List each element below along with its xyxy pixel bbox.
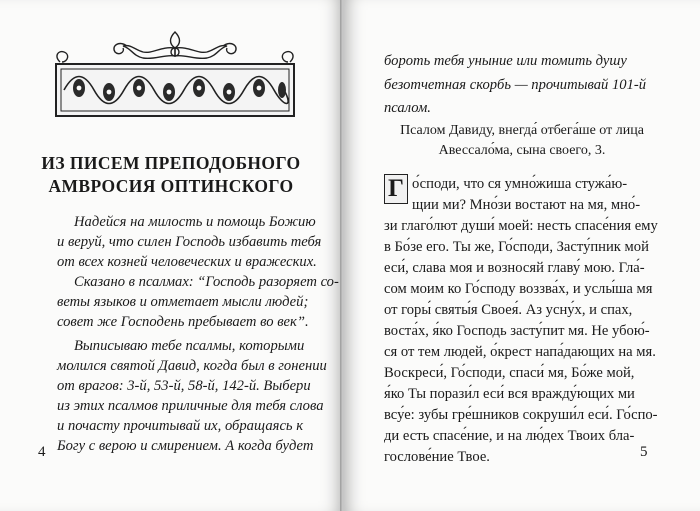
- chapter-heading-line-2: АМВРОСИЯ ОПТИНСКОГО: [48, 176, 294, 196]
- text-line: совет же Господень пребывает во век”.: [57, 314, 309, 330]
- text-line: и веруй, что силен Господь избавить тебя: [57, 234, 322, 250]
- psalm-line: Воскреси́, Го́споди, спаси́ мя, Бо́же мой,: [384, 365, 635, 381]
- ornamental-headpiece: [52, 28, 298, 124]
- psalm-line: гослове́ние Твое.: [384, 449, 490, 465]
- text-line: Сказано в псалмах: “Господь разоряет со-: [74, 274, 339, 290]
- text-line: веты языков и отметает мысли людей;: [57, 294, 309, 310]
- page-number-left: 4: [38, 444, 46, 460]
- psalm-title-line-1: Псалом Давиду, внегда́ отбега́ше от лица: [400, 123, 644, 138]
- psalm-line: сом моим ко Го́споду воззва́х, и услы́ша мя: [384, 281, 653, 297]
- drop-cap-initial: Г: [384, 174, 408, 204]
- psalm-line: от горы́ святы́я Своея́. Аз усну́х, и спах,: [384, 302, 633, 318]
- psalm-line: воста́х, я́ко Господь засту́пит мя. Не убою́-: [384, 323, 650, 339]
- psalm-line: щии ми? Мно́зи востают на мя, мно́-: [412, 197, 641, 213]
- page-number-right: 5: [640, 444, 648, 460]
- psalm-line: зи глаго́лют души́ моей: несть спасе́ния ему: [384, 218, 658, 234]
- psalm-line: ся от тем людей, о́крест напа́дающих на мя.: [384, 344, 656, 360]
- text-line: псалом.: [384, 100, 431, 116]
- text-line: Богу с верою и смирением. А когда будет: [57, 438, 314, 454]
- psalm-line: о́споди, что ся умно́жиша стужа́ю-: [412, 176, 628, 192]
- psalm-title-line-2: Авессало́ма, сына своего, 3.: [438, 143, 606, 158]
- psalm-line: я́ко Ты порази́л еси́ вся вражду́ющих ми: [384, 386, 635, 402]
- psalm-line: в Бо́зе его. Ты же, Го́споди, Засту́пник мой: [384, 239, 649, 255]
- text-line: безотчетная скорбь — прочитывай 101-й: [384, 77, 647, 93]
- text-line: бороть тебя уныние или томить душу: [384, 53, 627, 69]
- text-line: из этих псалмов приличные для тебя слова: [57, 398, 324, 414]
- chapter-heading-line-1: ИЗ ПИСЕМ ПРЕПОДОБНОГО: [41, 153, 301, 173]
- psalm-line: всу́е: зубы гре́шников сокруши́л еси́. Го́спо-: [384, 407, 658, 423]
- text-line: и почасту прочитывай их, обращаясь к: [57, 418, 304, 434]
- text-line: от всех козней человеческих и вражеских.: [57, 254, 317, 270]
- right-page: [344, 0, 700, 511]
- psalm-line: ди есть спасе́ние, и на лю́дех Твоих бла-: [384, 428, 635, 444]
- text-line: Выписываю тебе псалмы, которыми: [74, 338, 305, 354]
- text-line: молился святой Давид, когда был в гонении: [57, 358, 327, 374]
- left-page: [0, 0, 342, 511]
- text-line: Надейся на милость и помощь Божию: [74, 214, 316, 230]
- psalm-line: еси́, слава моя и возносяй главу́ мою. Гла́-: [384, 260, 645, 276]
- text-line: от врагов: 3-й, 53-й, 58-й, 142-й. Выбери: [57, 378, 311, 394]
